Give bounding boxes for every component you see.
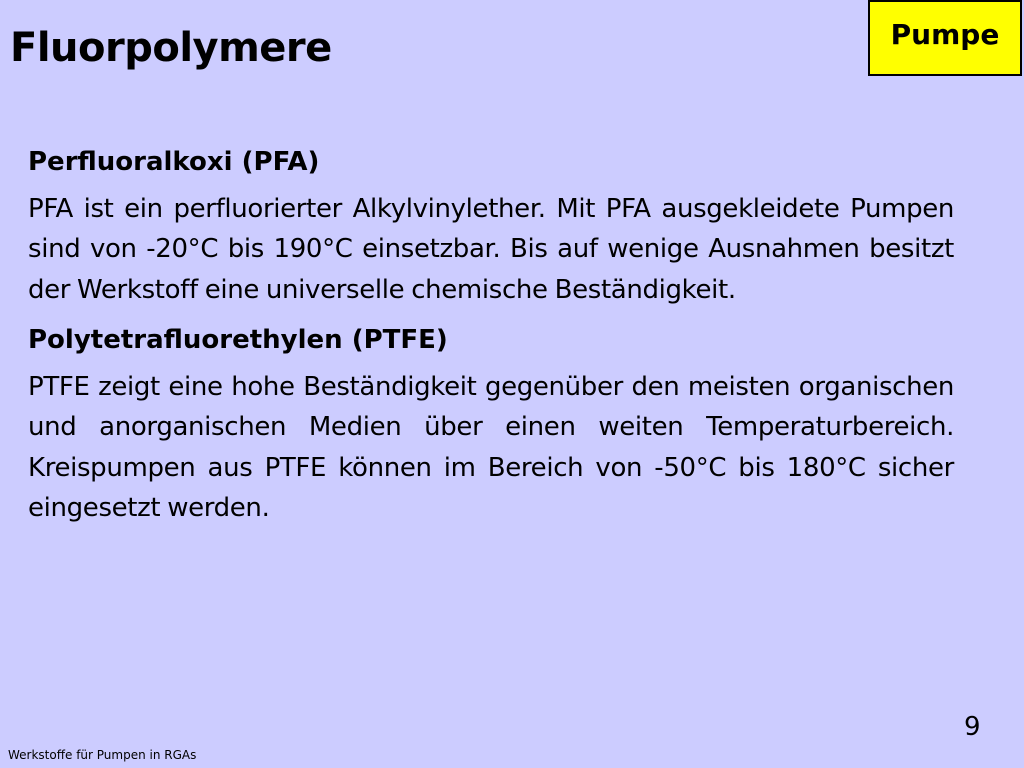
slide-title: Fluorpolymere — [10, 25, 332, 71]
section-ptfe — [28, 320, 954, 529]
category-tag-label: Pumpe — [890, 17, 1000, 51]
section-heading: Polytetrafluorethylen (PTFE) — [28, 325, 448, 355]
section-body: PFA ist ein perfluorierter Alkylvinylether. Mit PFA ausgekleidete Pumpen sind von -20°C bis 190°C einsetzbar. Bis auf wenige Ausnahmen besitzt der Werkstoff eine universelle chemische Beständigkeit. — [28, 193, 954, 305]
footer-text: Werkstoffe für Pumpen in RGAs — [8, 748, 197, 762]
page-number: 9 — [964, 712, 981, 742]
section-heading: Perfluoralkoxi (PFA) — [28, 147, 320, 177]
category-tag — [868, 0, 1022, 76]
section-body: PTFE zeigt eine hohe Beständigkeit gegenüber den meisten organischen und anorganischen Medien über einen weiten Temperaturbereich. Kreispumpen aus PTFE können im Bereich von -50°C bis 180°C sicher eingesetzt werden. — [28, 371, 954, 523]
slide-content — [28, 142, 954, 539]
section-pfa — [28, 142, 954, 310]
